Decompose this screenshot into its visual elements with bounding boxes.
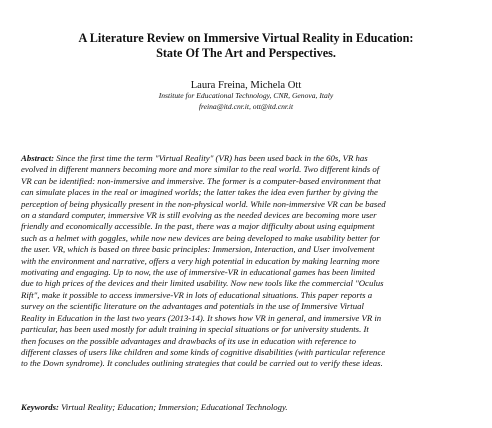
keywords-label: Keywords: xyxy=(21,402,59,412)
abstract-line: friendly and economically accessible. In the past, there was a major difficulty about using equipment xyxy=(21,221,375,232)
keywords xyxy=(21,402,477,413)
abstract-line: the user. VR, which is based on three basic principles: Immersion, Interaction, and User involvement xyxy=(21,244,375,255)
authors: Laura Freina, Michela Ott xyxy=(190,80,302,91)
paper-title xyxy=(20,31,472,61)
keywords-text: Virtual Reality; Education; Immersion; Educational Technology. xyxy=(58,402,288,412)
affiliation: Institute for Educational Technology, CNR, Genova, Italy xyxy=(158,91,334,100)
abstract-line: can simulate places in the real or imagined worlds; the latter takes the idea even further by giving the xyxy=(21,187,378,198)
abstract xyxy=(21,153,477,370)
abstract-line: Reality in Education in the last two years (2013-14). It shows how VR in general, and immersive VR in xyxy=(21,312,382,323)
abstract-line: survey on the scientific literature on the advantages and potentials in the use of Immersive Virtual xyxy=(21,301,364,312)
title-line-1: A Literature Review on Immersive Virtual Reality in Education: xyxy=(78,31,414,45)
abstract-text: Since the first time the term "Virtual Reality" (VR) has been used back in the 60s, VR has xyxy=(54,153,368,163)
abstract-label: Abstract: xyxy=(21,153,55,163)
abstract-line: to the Down syndrome). It concludes outlining strategies that could be carried out to verify these ideas. xyxy=(21,358,383,369)
abstract-line xyxy=(21,153,477,164)
abstract-line: such as a helmet with goggles, while now new devices are being developed to make usability better for xyxy=(21,232,380,243)
abstract-line: on a standard computer, immersive VR is still evolving as the needed devices are becoming more user xyxy=(21,210,377,221)
abstract-line: due to high prices of the devices and their limited usability. Now new tools like the commercial "Oculus xyxy=(21,278,384,289)
abstract-line: perception of being physically present in the non-physical world. While non-immersive VR can be based xyxy=(21,198,386,209)
abstract-line: different classes of users like children and some kinds of cognitive disabilities (with particular reference xyxy=(21,346,386,357)
abstract-line: VR can be identified: non-immersive and immersive. The former is a computer-based environment that xyxy=(21,175,381,186)
abstract-line: with the environment and narrative, offers a very high potential in education by making learning more xyxy=(21,255,380,266)
author-emails: freina@itd.cnr.it, ott@itd.cnr.it xyxy=(198,102,294,111)
abstract-line: evolved in different manners becoming more and more similar to the real world. Two different kinds of xyxy=(21,164,380,175)
abstract-line: particular, has been used mostly for adult training in special situations or for university students. It xyxy=(21,324,369,335)
abstract-line: motivating and engaging. Up to now, the use of immersive-VR in educational games has been limited xyxy=(21,267,375,278)
title-line-2: State Of The Art and Perspectives. xyxy=(156,46,336,60)
abstract-line: then focuses on the possible advantages and drawbacks of its use in education with reference to xyxy=(21,335,356,346)
abstract-line: Rift", make it possible to access immersive-VR in lots of educational situations. This paper reports a xyxy=(21,289,373,300)
